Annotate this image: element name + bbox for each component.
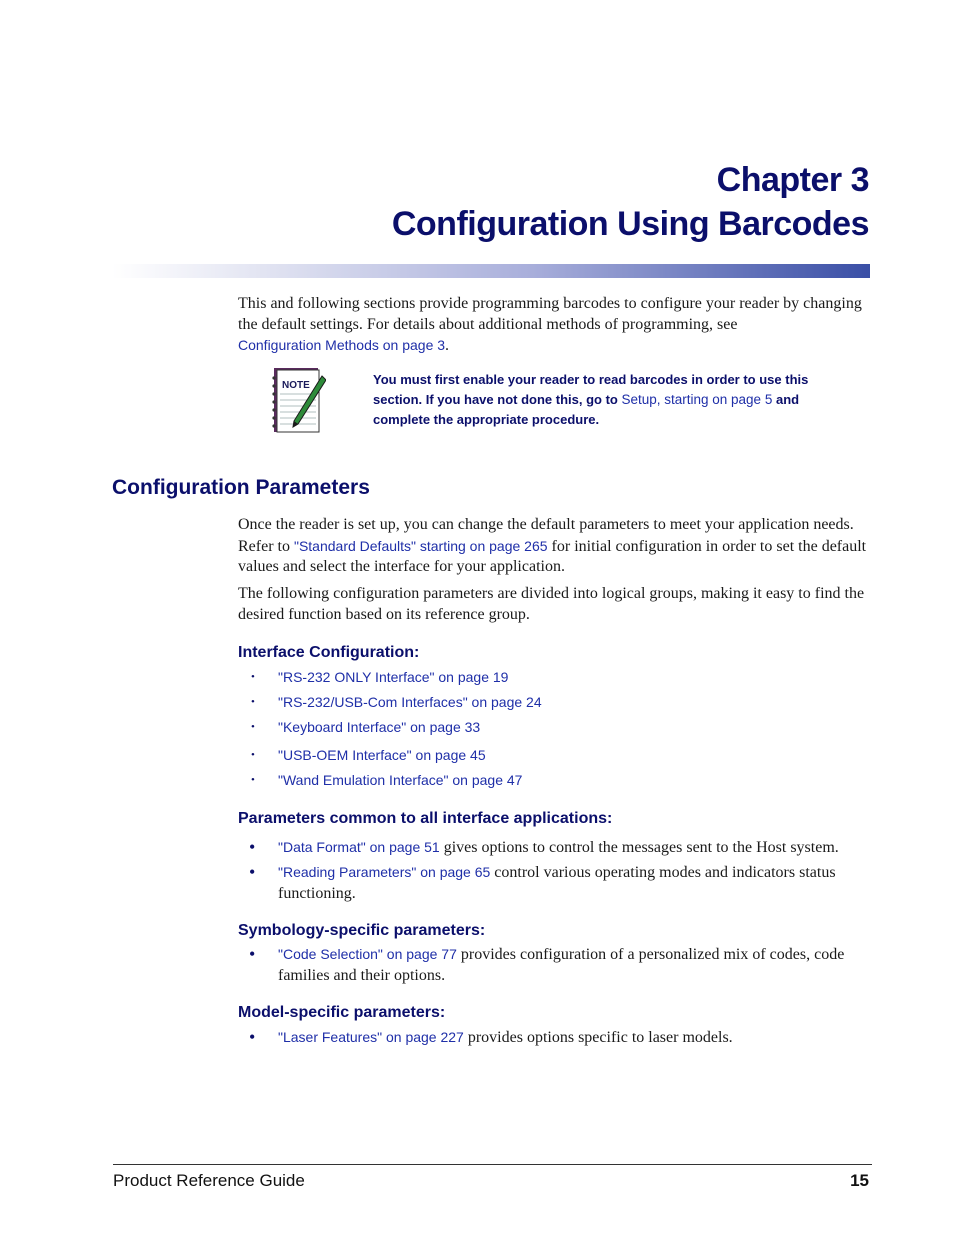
chapter-divider-bar [112, 264, 870, 278]
svg-text:NOTE: NOTE [282, 380, 310, 391]
usb-oem-link[interactable]: "USB-OEM Interface" on page 45 [278, 747, 486, 763]
bullet-icon: • [251, 749, 255, 761]
footer-title: Product Reference Guide [113, 1171, 305, 1190]
section-paragraph-2: The following configuration parameters are divided into logical groups, making it easy to find the desired function based on its reference group. [238, 585, 865, 623]
page-number: 15 [850, 1171, 869, 1190]
data-format-link[interactable]: "Data Format" on page 51 [278, 839, 440, 855]
keyboard-interface-link[interactable]: "Keyboard Interface" on page 33 [278, 719, 481, 735]
configuration-methods-link[interactable]: Configuration Methods on page 3 [238, 337, 446, 353]
interface-heading: Interface Configuration: [238, 644, 420, 661]
document-page: Chapter 3 Configuration Using Barcodes This and following sections provide programming barcodes to configure your reader by changing the default settings. For details about additional methods of programming, see Configuration Methods on page 3. NOTE You must first enable your reader to read barcodes in order to use this section. If you have not done this, go to Setup, starting on page 5 and complete the appropriate procedure. Configuration Parameters Once the reader is set up, you can change the default parameters to meet your application needs. Refer to "Standard Defaults" starting on page 265 for initial configuration in order to set the default values and select the interface for your application. The following configuration parameters are divided into logical groups, making it easy to find the desired function based on its reference group. Interface Configuration: • "RS-232 ONLY Interface" on page 19 • "RS-232/USB-Com Interfaces" on page 24 • "Keyboard Interface" on page 33 • "USB-OEM Interface" on page 45 • "Wand Emulation Interface" on page 47 Parameters common to all interface applications: • "Data Format" on page 51 gives options to control the messages sent to the Host system. • "Reading Parameters" on page 65 control various operating modes and indicators status functioning. Symbology-specific parameters: • "Code Selection" on page 77 provides configuration of a personalized mix of codes, code families and their options. Model-specific parameters: • "Laser Features" on page 227 provides options specific to laser models. Product Reference Guide 15 [0, 0, 954, 1235]
bullet-icon: • [249, 944, 256, 964]
standard-defaults-link[interactable]: "Standard Defaults" starting on page 265 [293, 537, 548, 554]
bullet-icon: • [251, 696, 255, 708]
chapter-name: Configuration Using Barcodes [391, 205, 869, 243]
chapter-title [392, 158, 869, 246]
section-paragraph-1: Once the reader is set up, you can change the default parameters to meet your application needs. Refer to "Standard Defaults" starting on page 265 for initial configuration in order to set the default values and select the interface for your application. [238, 516, 867, 575]
chapter-number: Chapter 3 [716, 161, 869, 199]
laser-features-link[interactable]: "Laser Features" on page 227 [278, 1029, 464, 1045]
intro-paragraph: This and following sections provide programming barcodes to configure your reader by changing the default settings. For details about additional methods of programming, see Configuration Methods on page 3. [238, 295, 862, 354]
bullet-icon: • [251, 774, 255, 786]
footer-divider [113, 1164, 872, 1165]
rs232-link[interactable]: "RS-232 ONLY Interface" on page 19 [278, 669, 509, 685]
bullet-icon: • [249, 1027, 256, 1047]
note-text: You must first enable your reader to read barcodes in order to use this section. If you have not done this, go to Setup, starting on page 5 and complete the appropriate procedure. [373, 372, 809, 427]
symbology-heading: Symbology-specific parameters: [238, 922, 486, 939]
code-selection-link[interactable]: "Code Selection" on page 77 [278, 946, 457, 962]
model-heading: Model-specific parameters: [238, 1004, 446, 1021]
note-icon [268, 364, 326, 436]
common-parameters-heading: Parameters common to all interface applications: [238, 810, 613, 827]
bullet-icon: • [251, 671, 255, 683]
rs232-usb-com-link[interactable]: "RS-232/USB-Com Interfaces" on page 24 [278, 694, 542, 710]
bullet-icon: • [251, 721, 255, 733]
wand-emulation-link[interactable]: "Wand Emulation Interface" on page 47 [278, 772, 523, 788]
bullet-icon: • [249, 837, 256, 857]
reading-parameters-link[interactable]: "Reading Parameters" on page 65 [278, 864, 491, 880]
bullet-icon: • [249, 862, 256, 882]
setup-link[interactable]: Setup, starting on page 5 [621, 392, 773, 407]
section-heading: Configuration Parameters [112, 476, 370, 499]
